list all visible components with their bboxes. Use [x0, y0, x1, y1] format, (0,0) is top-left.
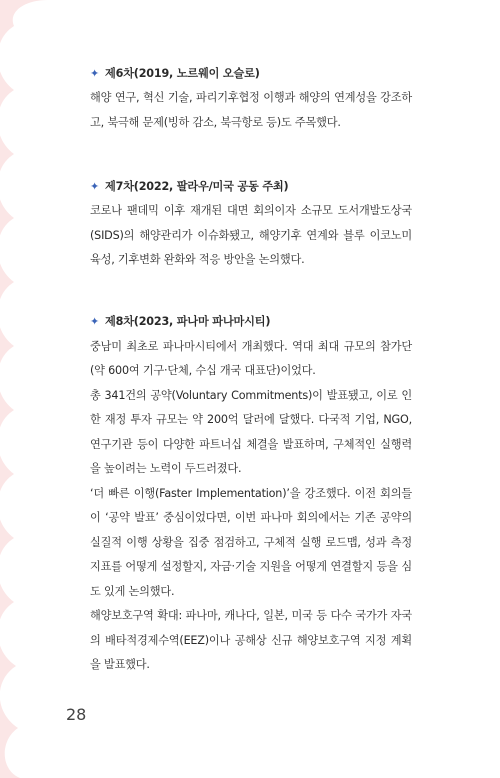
section-title — [90, 175, 412, 199]
content-column — [90, 62, 412, 678]
paragraph: ‘더 빠른 이행(Faster Implementation)’을 강조했다. 이전 회의들이 ‘공약 발표’ 중심이었다면, 이번 파나마 회의에서는 기존 공약의 실질적 이행 상황을 집중 점검하고, 구체적 실행 로드맵, 성과 측정 지표를 어떻게 설정할지, 자금·기술 지원을 어떻게 연결할지 등을 심도 있게 논의했다. — [90, 486, 412, 598]
paragraph: 중남미 최초로 파나마시티에서 개최했다. 역대 최대 규모의 참가단(약 600여 기구·단체, 수십 개국 대표단)이었다. — [90, 339, 412, 377]
paragraph: 해양보호구역 확대: 파나마, 캐나다, 일본, 미국 등 다수 국가가 자국의 배타적경제수역(EEZ)이나 공해상 신규 해양보호구역 지정 계획을 발표했다. — [90, 609, 412, 671]
section-title — [90, 311, 412, 335]
section-8th — [90, 311, 412, 678]
section-title-text: 제6차(2019, 노르웨이 오슬로) — [105, 66, 260, 80]
star-marker-icon: ✦ — [90, 315, 100, 329]
page-number: 28 — [66, 705, 87, 724]
paragraph: 해양 연구, 혁신 기술, 파리기후협정 이행과 해양의 연계성을 강조하고, 북극해 문제(빙하 감소, 북극항로 등)도 주목했다. — [90, 91, 412, 129]
section-title — [90, 62, 412, 86]
star-marker-icon: ✦ — [90, 66, 100, 80]
section-6th — [90, 62, 412, 135]
section-title-text: 제7차(2022, 팔라우/미국 공동 주최) — [105, 179, 289, 193]
paragraph: 코로나 팬데믹 이후 재개된 대면 회의이자 소규모 도서개발도상국(SIDS)의 해양관리가 이슈화됐고, 해양기후 연계와 블루 이코노미 육성, 기후변화 완화와 적응 방안을 논의했다. — [90, 204, 412, 266]
section-title-text: 제8차(2023, 파나마 파나마시티) — [105, 315, 271, 329]
paragraph: 총 341건의 공약(Voluntary Commitments)이 발표됐고, 이로 인한 재정 투자 규모는 약 200억 달러에 달했다. 다국적 기업, NGO, 연구기관 등이 다양한 파트너십 체결을 발표하며, 구체적인 실행력을 높이려는 노력이 두드러졌다. — [90, 388, 412, 475]
star-marker-icon: ✦ — [90, 179, 100, 193]
section-7th — [90, 175, 412, 273]
